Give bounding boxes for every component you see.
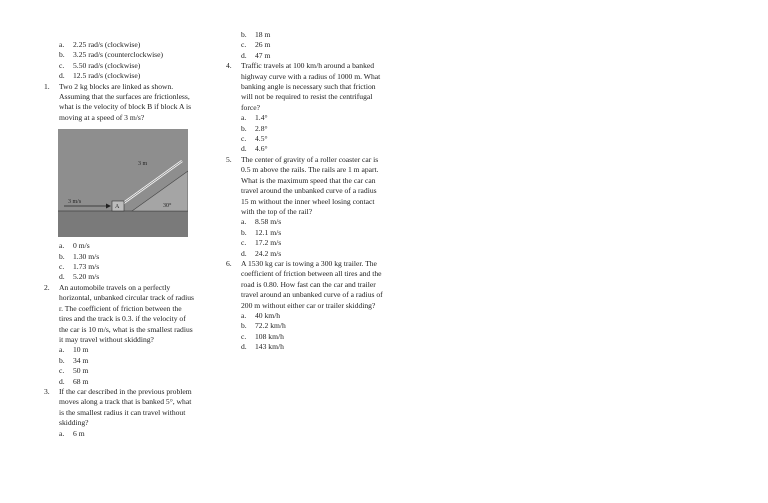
list-item: c. 5.50 rad/s (clockwise) [59, 60, 141, 70]
list-item: a. 8.58 m/s [241, 217, 282, 227]
list-item: b. 18 m [241, 30, 271, 39]
left-column [44, 40, 220, 439]
list-item: b. 12.1 m/s [241, 227, 282, 237]
question-3: 3. If the car described in the previous problem moves along a track that is banked 5°, what is the smallest radius it can travel without skidding? [44, 386, 192, 428]
list-item: d. 47 m [241, 50, 271, 60]
question-6: 6. A 1530 kg car is towing a 300 kg trailer. The coefficient of friction between all tires and the road is 0.80. How fast can the car and trailer travel around an unbanked curve of a radius of 200 m without either car or trailer skidding? [226, 258, 383, 310]
list-item: d. 24.2 m/s [241, 248, 282, 258]
list-item: d. 143 km/h [241, 342, 284, 352]
question-2: 2. An automobile travels on a perfectly horizontal, unbanked circular track of radius r. The coefficient of friction between the tires and the track is 0.3. if the velocity of the car is 10 m/s, what is the smallest radius it may travel without skidding? [44, 282, 194, 344]
list-item: a. 1.4° [241, 113, 268, 123]
list-item: d. 5.20 m/s [59, 272, 100, 282]
list-item: a. 40 km/h [241, 310, 281, 320]
list-item: c. 4.5° [241, 134, 268, 144]
list-item: b. 72.2 km/h [241, 321, 286, 331]
figure-drawing [58, 129, 188, 237]
list-item: b. 1.30 m/s [59, 251, 100, 261]
list-item: c. 17.2 m/s [241, 238, 282, 248]
list-item: b. 2.8° [241, 123, 268, 133]
list-item: c. 26 m [241, 40, 271, 50]
list-item: a. 6 m [59, 428, 85, 438]
linked-blocks-figure: 3 m 3 m/s 30° A [58, 129, 188, 237]
right-column [226, 30, 384, 353]
question-5: 5. The center of gravity of a roller coaster car is 0.5 m above the rails. The rails are 1 m apart. What is the maximum speed that the car can travel around the unbanked curve of a radius 15 m without the inner wheel losing contact with the top of the rail? [226, 154, 379, 216]
list-item: a. 0 m/s [59, 241, 90, 251]
list-item: a. 2.25 rad/s (clockwise) [59, 40, 141, 49]
list-item: d. 4.6° [241, 144, 268, 154]
question-4: 4. Traffic travels at 100 km/h around a banked highway curve with a radius of 1000 m. What banking angle is necessary such that friction will not be required to resist the centrifugal force? [226, 61, 381, 112]
list-item: c. 108 km/h [241, 331, 284, 341]
list-item: d. 12.5 rad/s (clockwise) [59, 71, 141, 81]
question-1: 1. Two 2 kg blocks are linked as shown. Assuming that the surfaces are frictionless, what is the velocity of block B if block A is moving at a speed of 3 m/s? [44, 81, 192, 122]
list-item: b. 34 m [59, 355, 89, 365]
list-item: c. 1.73 m/s [59, 262, 100, 272]
list-item: c. 50 m [59, 366, 89, 376]
list-item: b. 3.25 rad/s (counterclockwise) [59, 50, 164, 60]
list-item: d. 68 m [59, 376, 89, 386]
list-item: a. 10 m [59, 345, 89, 355]
